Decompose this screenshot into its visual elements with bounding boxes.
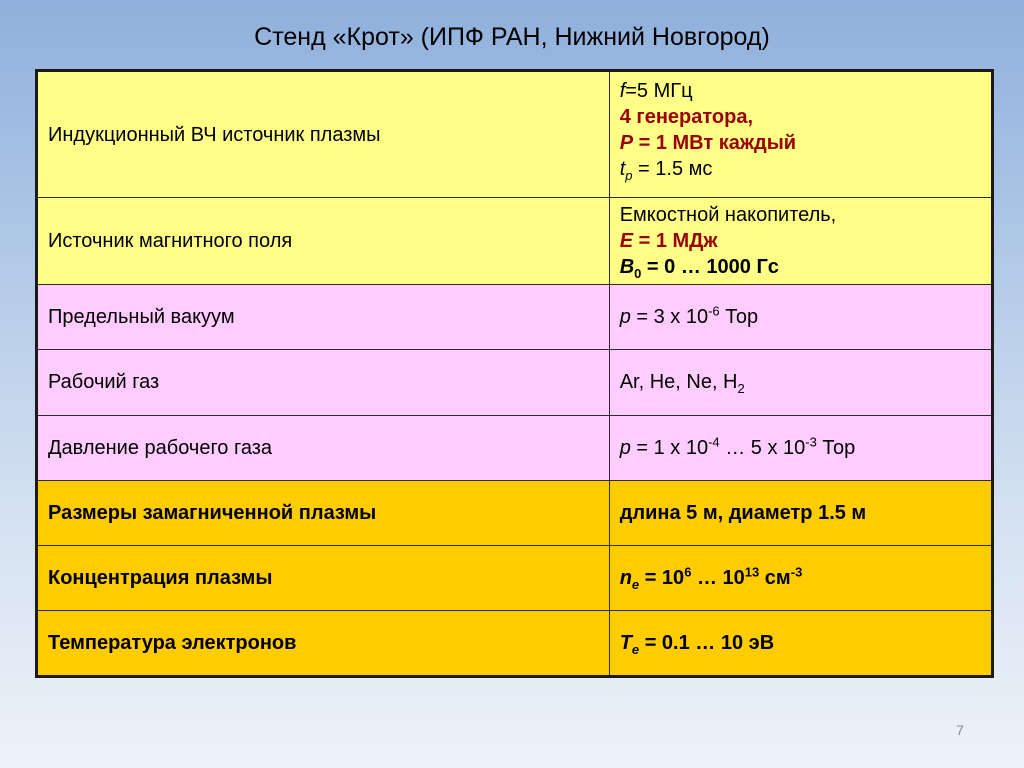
row-label: Концентрация плазмы bbox=[37, 545, 610, 610]
page-number: 7 bbox=[956, 722, 964, 738]
parameters-table bbox=[35, 69, 994, 678]
row-label: Предельный вакуум bbox=[37, 285, 610, 350]
table-row bbox=[37, 480, 993, 545]
row-label: Индукционный ВЧ источник плазмы bbox=[37, 71, 610, 198]
row-label: Давление рабочего газа bbox=[37, 415, 610, 480]
table-row bbox=[37, 415, 993, 480]
row-value: p = 1 x $10^{-4}$ … 5 x $10^{-3}$ Тор bbox=[609, 415, 992, 480]
row-label: Температура электронов bbox=[37, 610, 610, 676]
row-value: $n_e = 10^6$ … $10^{13}$ $см^{-3}$ bbox=[609, 545, 992, 610]
table-row bbox=[37, 545, 993, 610]
row-value: p = 3 x $10^{-6}$ Тор bbox=[609, 285, 992, 350]
row-label: Источник магнитного поля bbox=[37, 198, 610, 285]
row-value: $T_e = 0.1$ … 10 эВ bbox=[609, 610, 992, 676]
row-value: Емкостной накопитель, E = 1 МДж $B_0 = 0$ … 1000 Гс bbox=[609, 198, 992, 285]
table-row bbox=[37, 71, 993, 198]
slide-title: Стенд «Крот» (ИПФ РАН, Нижний Новгород) bbox=[254, 23, 770, 51]
table-row bbox=[37, 610, 993, 676]
row-label: Рабочий газ bbox=[37, 350, 610, 415]
table-row bbox=[37, 350, 993, 415]
table-row bbox=[37, 285, 993, 350]
row-value: f=5 МГц 4 генератора, P = 1 МВт каждый $t_p = 1.5$ мс bbox=[609, 71, 992, 198]
row-value: длина 5 м, диаметр 1.5 м bbox=[609, 480, 992, 545]
table-row bbox=[37, 198, 993, 285]
row-value: Ar, He, Ne, $H_2$ bbox=[609, 350, 992, 415]
row-label: Размеры замагниченной плазмы bbox=[37, 480, 610, 545]
